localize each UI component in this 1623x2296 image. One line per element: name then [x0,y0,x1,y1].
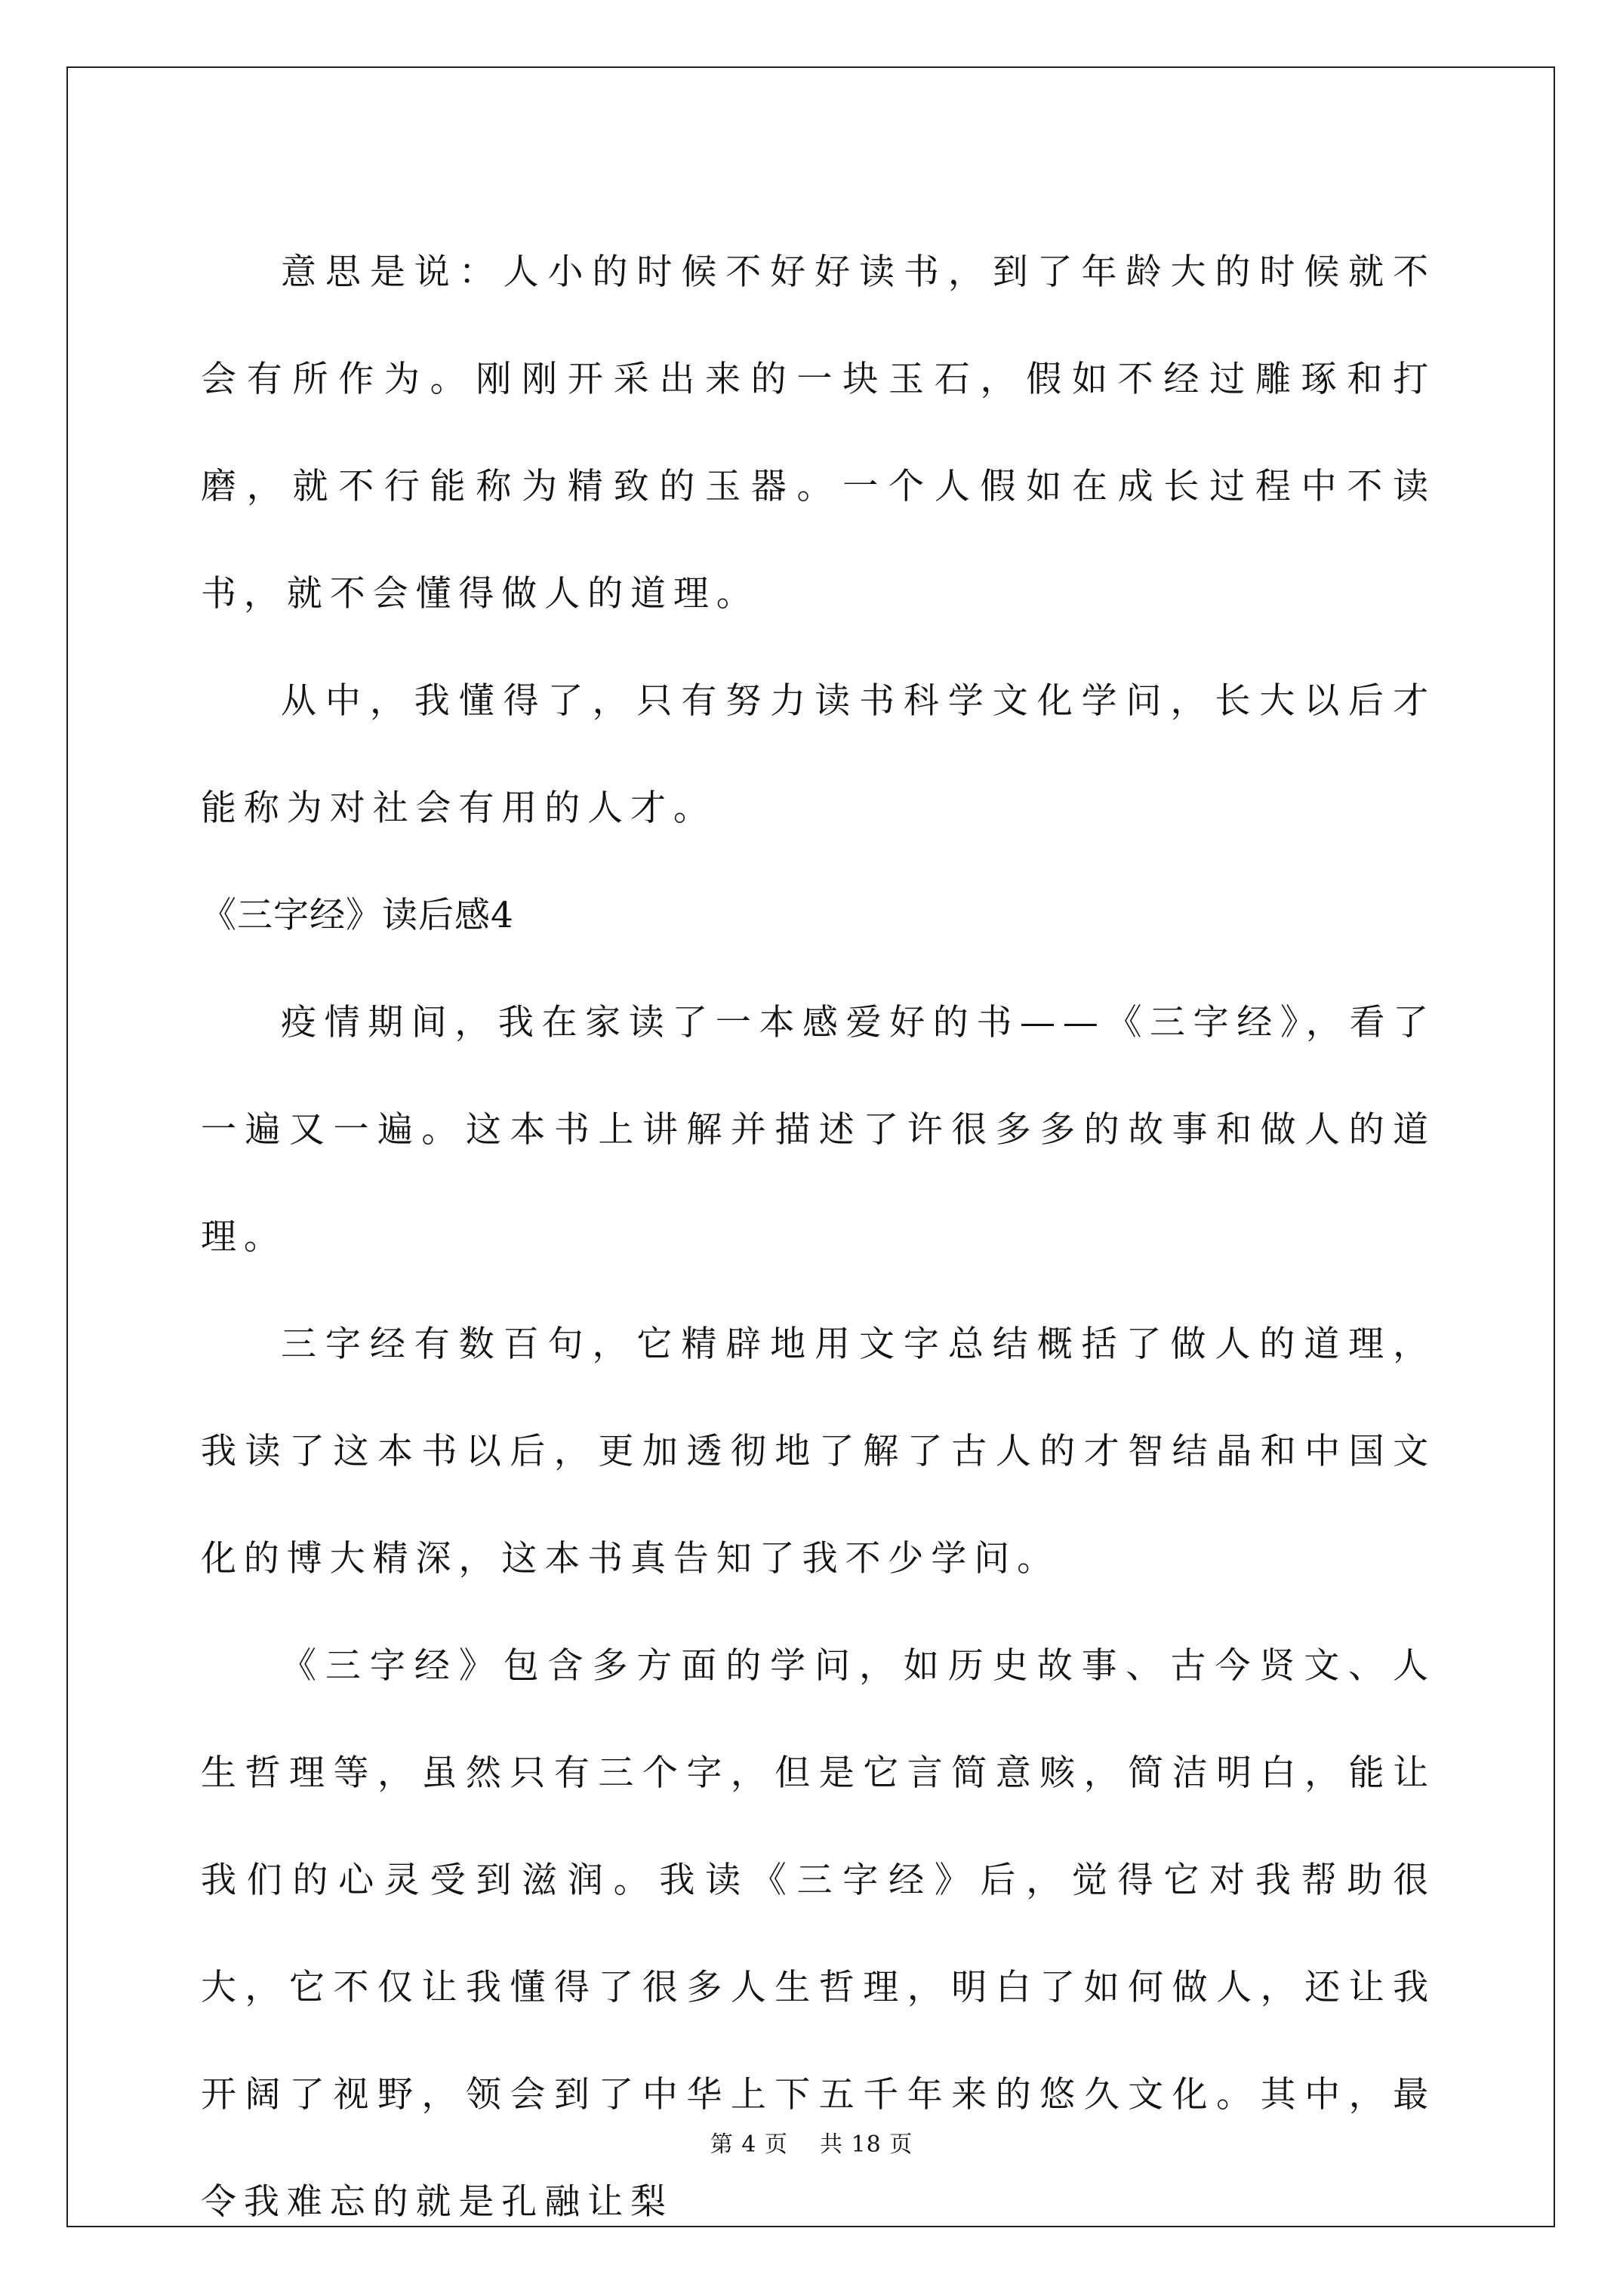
paragraph-1: 意思是说：人小的时候不好好读书，到了年龄大的时候就不会有所作为。刚刚开采出来的一块玉石，假如不经过雕琢和打磨，就不行能称为精致的玉器。一个人假如在成长过程中不读书，就不会懂得做人的道理。 [201,251,1436,615]
paragraph-5: 《三字经》包含多方面的学问，如历史故事、古今贤文、人生哲理等，虽然只有三个字，但是它言简意赅，简洁明白，能让我们的心灵受到滋润。我读《三字经》后，觉得它对我帮助很大，它不仅让我懂得了很多人生哲理，明白了如何做人，还让我开阔了视野，领会到了中华上下五千年来的悠久文化。其中，最令我难忘的就是孔融让梨 [201,1645,1436,2223]
paragraph-4: 三字经有数百句，它精辟地用文字总结概括了做人的道理，我读了这本书以后，更加透彻地了解了古人的才智结晶和中国文化的博大精深，这本书真告知了我不少学问。 [201,1324,1436,1579]
page-total: 共 18 页 [820,2131,913,2158]
page-footer [0,2125,1623,2159]
footer-separator [788,2131,820,2158]
page-number: 第 4 页 [710,2131,788,2158]
section-heading: 《三字经》读后感4 [201,895,514,936]
document-body [201,219,1436,2256]
paragraph-2: 从中，我懂得了，只有努力读书科学文化学问，长大以后才能称为对社会有用的人才。 [201,680,1436,829]
paragraph-3: 疫情期间，我在家读了一本感爱好的书——《三字经》，看了一遍又一遍。这本书上讲解并描述了许很多多的故事和做人的道理。 [201,1002,1436,1258]
